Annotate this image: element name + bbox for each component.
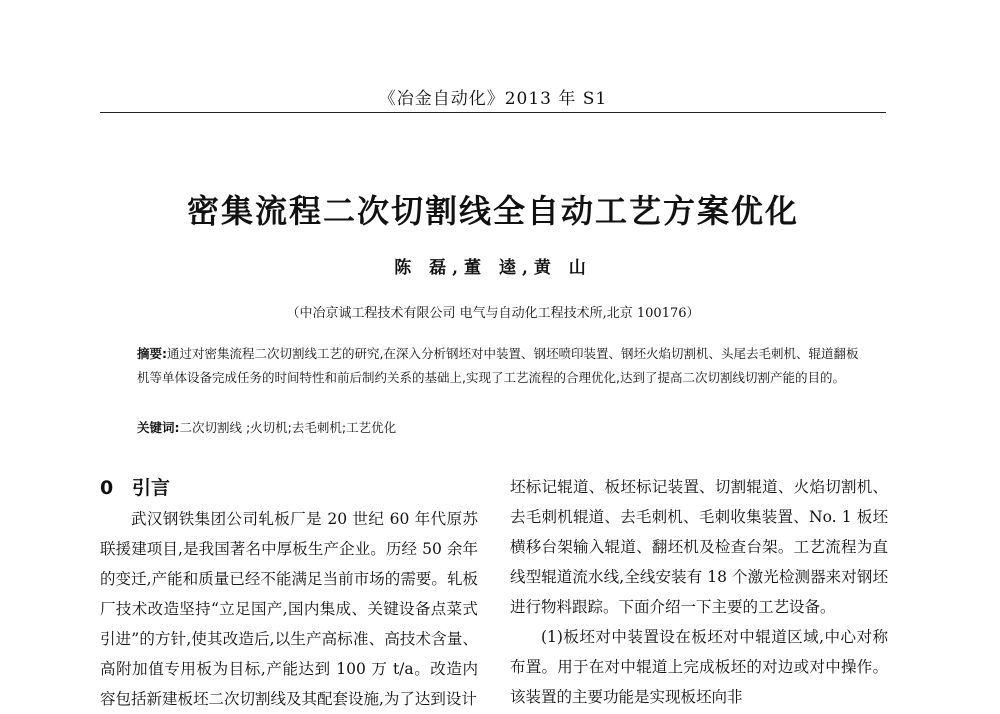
left-column xyxy=(100,474,478,714)
section-number: 0 xyxy=(100,477,114,499)
abstract-label: 摘要: xyxy=(137,346,167,361)
centering-device-paragraph: (1)板坯对中装置设在板坯对中辊道区域,中心对称布置。用于在对中辊道上完成板坯的对边或对中操作。该装置的主要功能是实现板坯向非 xyxy=(510,628,888,706)
section-heading xyxy=(100,474,478,502)
section-title: 引言 xyxy=(132,477,171,499)
author-list: 陈 磊,董 逵,黄 山 xyxy=(394,258,592,278)
journal-running-header: 《冶金自动化》2013 年 S1 xyxy=(378,89,608,109)
intro-paragraph: 武汉钢铁集团公司轧板厂是 20 世纪 60 年代原苏联援建项目,是我国著名中厚板生产企业。历经 50 余年的变迁,产能和质量已经不能满足当前市场的需要。轧板厂技术改造坚持“立足国产,国内集成、关键设备点菜式引进”的方针,使其改造后,以生产高标准、高技术含量、高附加值专用板为目标,产能达到 100 万 t/a。改造内容包括新建板坯二次切割线及其配套设施,为了达到设计 xyxy=(100,510,478,708)
keywords-label: 关键词: xyxy=(137,420,180,435)
equipment-paragraph: 坯标记辊道、板坯标记装置、切割辊道、火焰切割机、去毛刺机辊道、去毛刺机、毛刺收集装置、No. 1 板坯横移台架输入辊道、翻坯机及检查台架。工艺流程为直线型辊道流水线,全线安装有 18 个激光检测器来对钢坯进行物料跟踪。下面介绍一下主要的工艺设备。 xyxy=(510,478,888,616)
right-column xyxy=(510,472,888,712)
author-affiliation: （中冶京诚工程技术有限公司 电气与自动化工程技术所,北京 100176） xyxy=(286,306,700,321)
keywords-text: 二次切割线 ;火切机;去毛刺机;工艺优化 xyxy=(179,420,397,435)
header-rule xyxy=(100,112,886,113)
keywords-block xyxy=(137,416,863,440)
abstract-text: 通过对密集流程二次切割线工艺的研究,在深入分析钢坯对中装置、钢坯喷印装置、钢坯火焰切割机、头尾去毛刺机、辊道翻板机等单体设备完成任务的时间特性和前后制约关系的基础上,实现了工艺流程的合理优化,达到了提高二次切割线切割产能的目的。 xyxy=(137,346,859,385)
abstract-block xyxy=(137,342,863,390)
paper-title: 密集流程二次切割线全自动工艺方案优化 xyxy=(186,192,799,230)
